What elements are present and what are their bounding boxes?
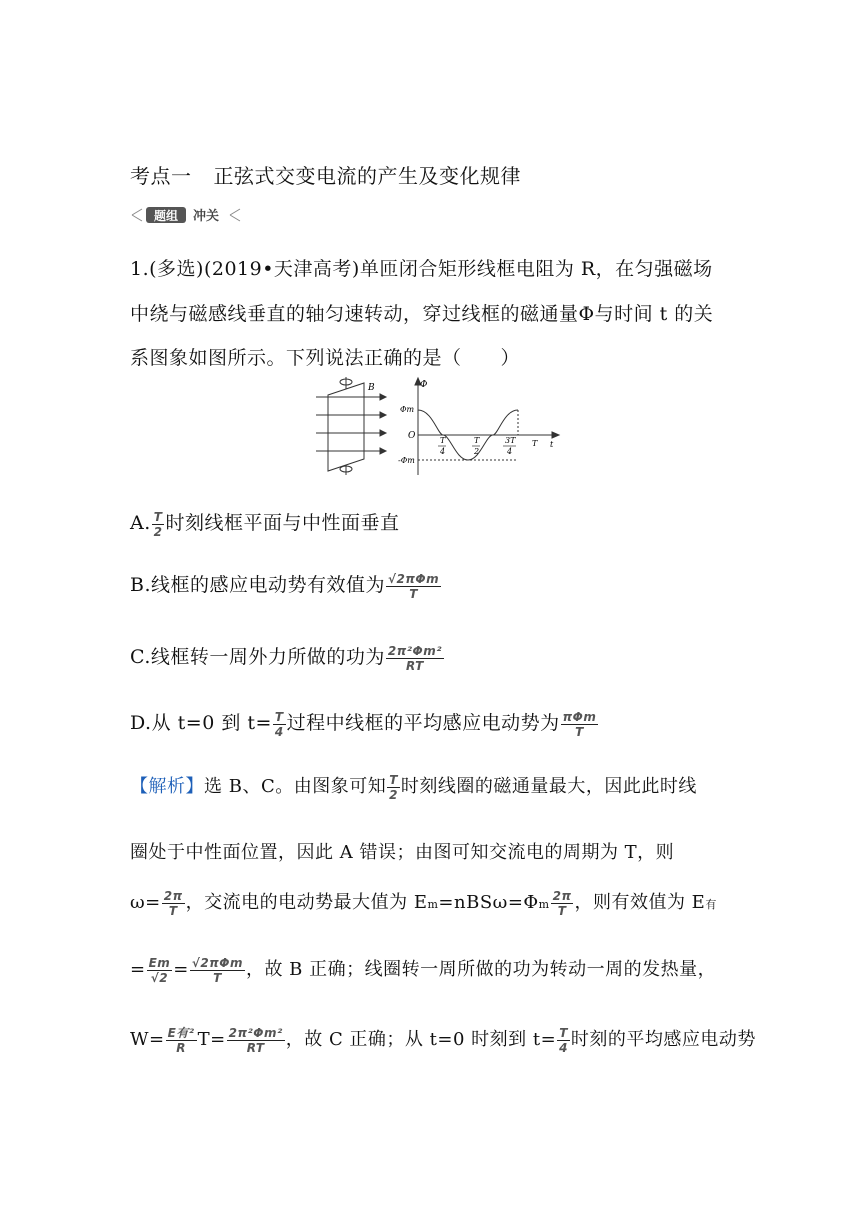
question-line3: 系图象如图所示。下列说法正确的是（ ） — [130, 347, 521, 369]
option-c: C.线框转一周外力所做的功为 $\frac{\text{2π²Φm²}}{RT}$ — [130, 643, 442, 673]
heading-left: 考点一 — [130, 164, 192, 188]
option-d: D.从 t=0 到 t= $\frac{T}{4}$ 过程中线框的平均感应电动势为 $\frac{\text{πΦm}}{T}$ — [130, 709, 597, 739]
tick-t2-n: T — [474, 436, 480, 445]
coil-diagram — [316, 377, 386, 475]
analysis-line4: = $\frac{Em}{√2}$ = $\frac{\text{√2πΦm}}{T}$ ，故 B 正确；线圈转一周所做的功为转动一周的发热量， — [130, 955, 717, 985]
tick-T: T — [532, 439, 538, 448]
label-O: O — [408, 431, 416, 441]
analysis-line2: 圈处于中性面位置，因此 A 错误；由图可知交流电的周期为 T，则 — [130, 842, 675, 863]
label-t: t — [550, 440, 554, 449]
section-heading — [130, 160, 521, 189]
analysis-line3: ω= $\frac{2\pi}{T}$ ，交流电的电动势最大值为 Em=nBSω=Φm $\frac{2\pi}{T}$ ，则有效值为 E有 — [130, 888, 717, 918]
phi-graph — [415, 378, 559, 475]
question-line2: 中绕与磁感线垂直的轴匀速转动，穿过线框的磁通量Φ与时间 t 的关 — [130, 303, 714, 325]
question-line1: 1.(多选)(2019•天津高考)单匝闭合矩形线框电阻为 R，在匀强磁场 — [130, 258, 713, 280]
tick-3t4-d: 4 — [507, 447, 513, 456]
option-b: B.线框的感应电动势有效值为 $\frac{\text{√2πΦm}}{T}$ — [130, 571, 440, 601]
badge-text2: 冲关 — [192, 209, 220, 224]
tick-t4-d: 4 — [440, 447, 446, 456]
label-phi: Φ — [420, 380, 428, 390]
analysis-line5: W= $\frac{\text{E有²}}{R}$ T= $\frac{\text{2π²Φm²}}{RT}$ ，故 C 正确；从 t=0 时刻到 t= $\frac{T}{4}$ 时刻的平均感应电动势 — [130, 1025, 756, 1055]
tick-3t4-n: 3T — [505, 436, 516, 445]
analysis-tag: 【解析】 — [130, 776, 204, 797]
analysis-line1: 【解析】选 B、C。由图象可知 $\frac{T}{2}$ 时刻线圈的磁通量最大，因此此时线 — [130, 772, 697, 802]
heading-right: 正弦式交变电流的产生及变化规律 — [213, 164, 521, 188]
group-badge — [130, 205, 242, 225]
option-a: A. $\frac{T}{2}$ 时刻线框平面与中性面垂直 — [130, 509, 400, 539]
label-phim: Φm — [400, 405, 415, 414]
badge-text1: 题组 — [153, 209, 179, 223]
tick-t2-d: 2 — [474, 447, 480, 456]
problem-figure — [300, 375, 570, 477]
label-B: B — [368, 383, 375, 393]
label-neg-phim: -Φm — [398, 456, 415, 465]
tick-t4-n: T — [440, 436, 446, 445]
